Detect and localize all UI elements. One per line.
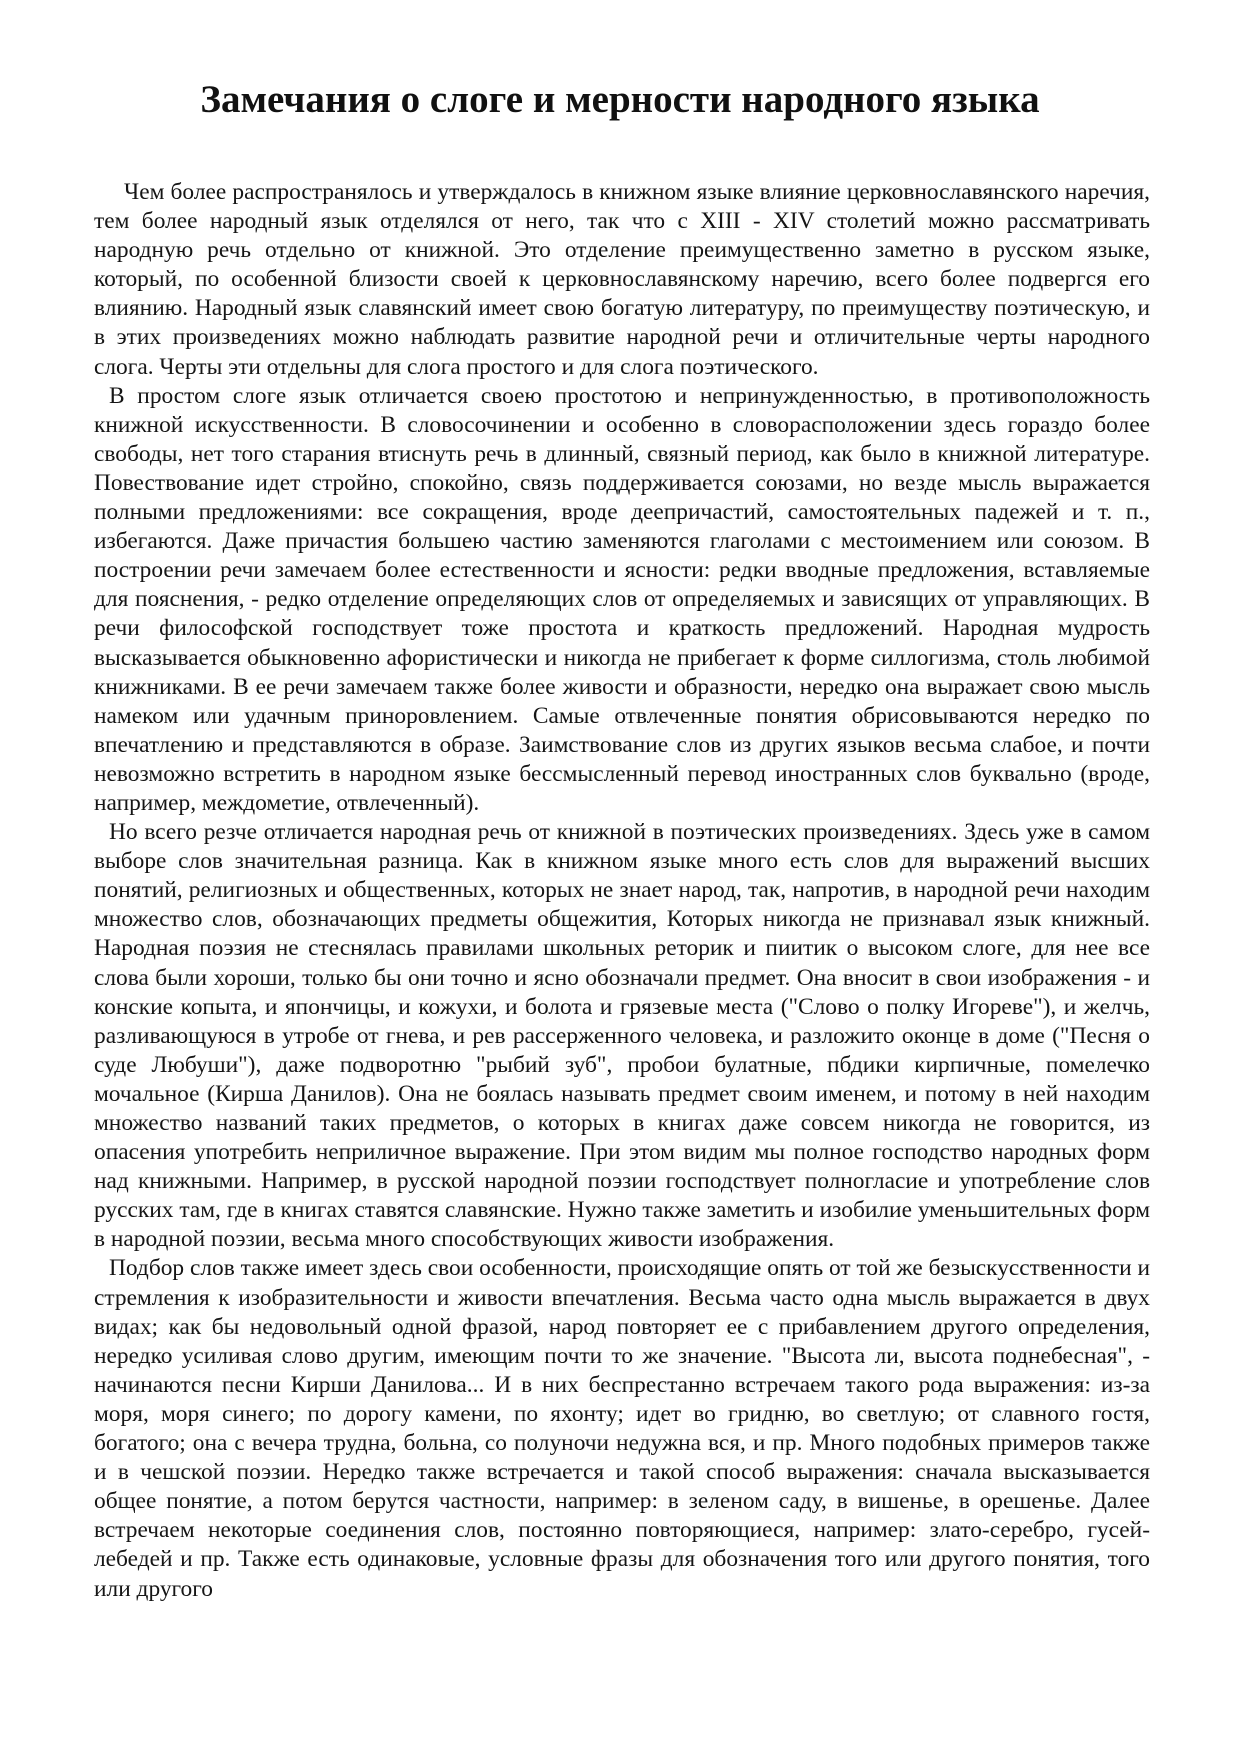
paragraph-simple-style: В простом слоге язык отличается своею простотою и непринужденностью, в противоположность книжной искусственности. В словосочинении и особенно в словорасположении здесь гораздо более свободы, нет того старания втиснуть речь в длинный, связный период, как было в книжной литературе. Повествование идет стройно, спокойно, связь поддерживается союзами, но везде мысль выражается полными предложениями: все сокращения, вроде деепричастий, самостоятельных падежей и т. п., избегаются. Даже причастия большею частию заменяются глаголами с местоимением или союзом. В построении речи замечаем более естественности и ясности: редки вводные предложения, вставляемые для пояснения, - редко отделение определяющих слов от определяемых и зависящих от управляющих. В речи философской господствует тоже простота и краткость предложений. Народная мудрость высказывается обыкновенно афористически и никогда не прибегает к форме силлогизма, столь любимой книжниками. В ее речи замечаем также более живости и образности, нередко она выражает свою мысль намеком или удачным приноровлением. Самые отвлеченные понятия обрисовываются нередко по впечатлению и представляются в образе. Заимствование слов из других языков весьма слабое, и почти невозможно встретить в народном языке бессмысленный перевод иностранных слов буквально (вроде, например, междометие, отвлеченный). (94, 382, 1150, 816)
paragraph-intro: Чем более распространялось и утверждалось в книжном языке влияние церковнославянского наречия, тем более народный язык отделялся от него, так что с XIII - XIV столетий можно рассматривать народную речь отдельно от книжной. Это отделение преимущественно заметно в русском языке, который, по особенной близости своей к церковнославянскому наречию, всего более подвергся его влиянию. Народный язык славянский имеет свою богатую литературу, по преимуществу поэтическую, и в этих произведениях можно наблюдать развитие народной речи и отличительные черты народного слога. Черты эти отдельны для слога простого и для слога поэтического. (94, 179, 1150, 380)
paragraph-word-selection: Подбор слов также имеет здесь свои особенности, происходящие опять от той же безыскусственности и стремления к изобразительности и живости впечатления. Весьма часто одна мысль выражается в двух видах; как бы недовольный одной фразой, народ повторяет ее с прибавлением другого определения, нередко усиливая слово другим, имеющим почти то же значение. "Высота ли, высота поднебесная", - начинаются песни Кирши Данилова... И в них беспрестанно встречаем такого рода выражения: из-за моря, моря синего; по дорогу камени, по яхонту; идет во гридню, во светлую; от славного гостя, богатого; она с вечера трудна, больна, со полуночи недужна вся, и пр. Много подобных примеров также и в чешской поэзии. Нередко также встречается и такой способ выражения: сначала высказывается общее понятие, а потом берутся частности, например: в зеленом саду, в вишенье, в орешенье. Далее встречаем некоторые соединения слов, постоянно повторяющиеся, например: злато-серебро, гусей-лебедей и пр. Также есть одинаковые, условные фразы для обозначения того или другого понятия, того или другого (94, 1255, 1150, 1602)
document-body (94, 178, 1150, 1738)
page-title: Замечания о слоге и мерности народного языка (200, 78, 1040, 121)
paragraph-poetic-works: Но всего резче отличается народная речь от книжной в поэтических произведениях. Здесь уже в самом выборе слов значительная разница. Как в книжном языке много есть слов для выражений высших понятий, религиозных и общественных, которых не знает народ, так, напротив, в народной речи находим множество слов, обозначающих предметы общежития, Которых никогда не признавал язык книжный. Народная поэзия не стеснялась правилами школьных реторик и пиитик о высоком слоге, для нее все слова были хороши, только бы они точно и ясно обозначали предмет. Она вносит в свои изображения - и конские копыта, и япончицы, и кожухи, и болота и грязевые места ("Слово о полку Игореве"), и желчь, разливающуюся в утробе от гнева, и рев рассерженного человека, и разложито оконце в доме ("Песня о суде Любуши"), даже подворотню "рыбий зуб", пробои булатные, пбдики кирпичные, помелечко мочальное (Кирша Данилов). Она не боялась называть предмет своим именем, и потому в ней находим множество названий таких предметов, о которых в книгах даже совсем никогда не говорится, из опасения употребить неприличное выражение. При этом видим мы полное господство народных форм над книжными. Например, в русской народной поэзии господствует полногласие и употребление слов русских там, где в книгах ставятся славянские. Нужно также заметить и изобилие уменьшительных форм в народной поэзии, весьма много способствующих живости изображения. (94, 819, 1150, 1253)
